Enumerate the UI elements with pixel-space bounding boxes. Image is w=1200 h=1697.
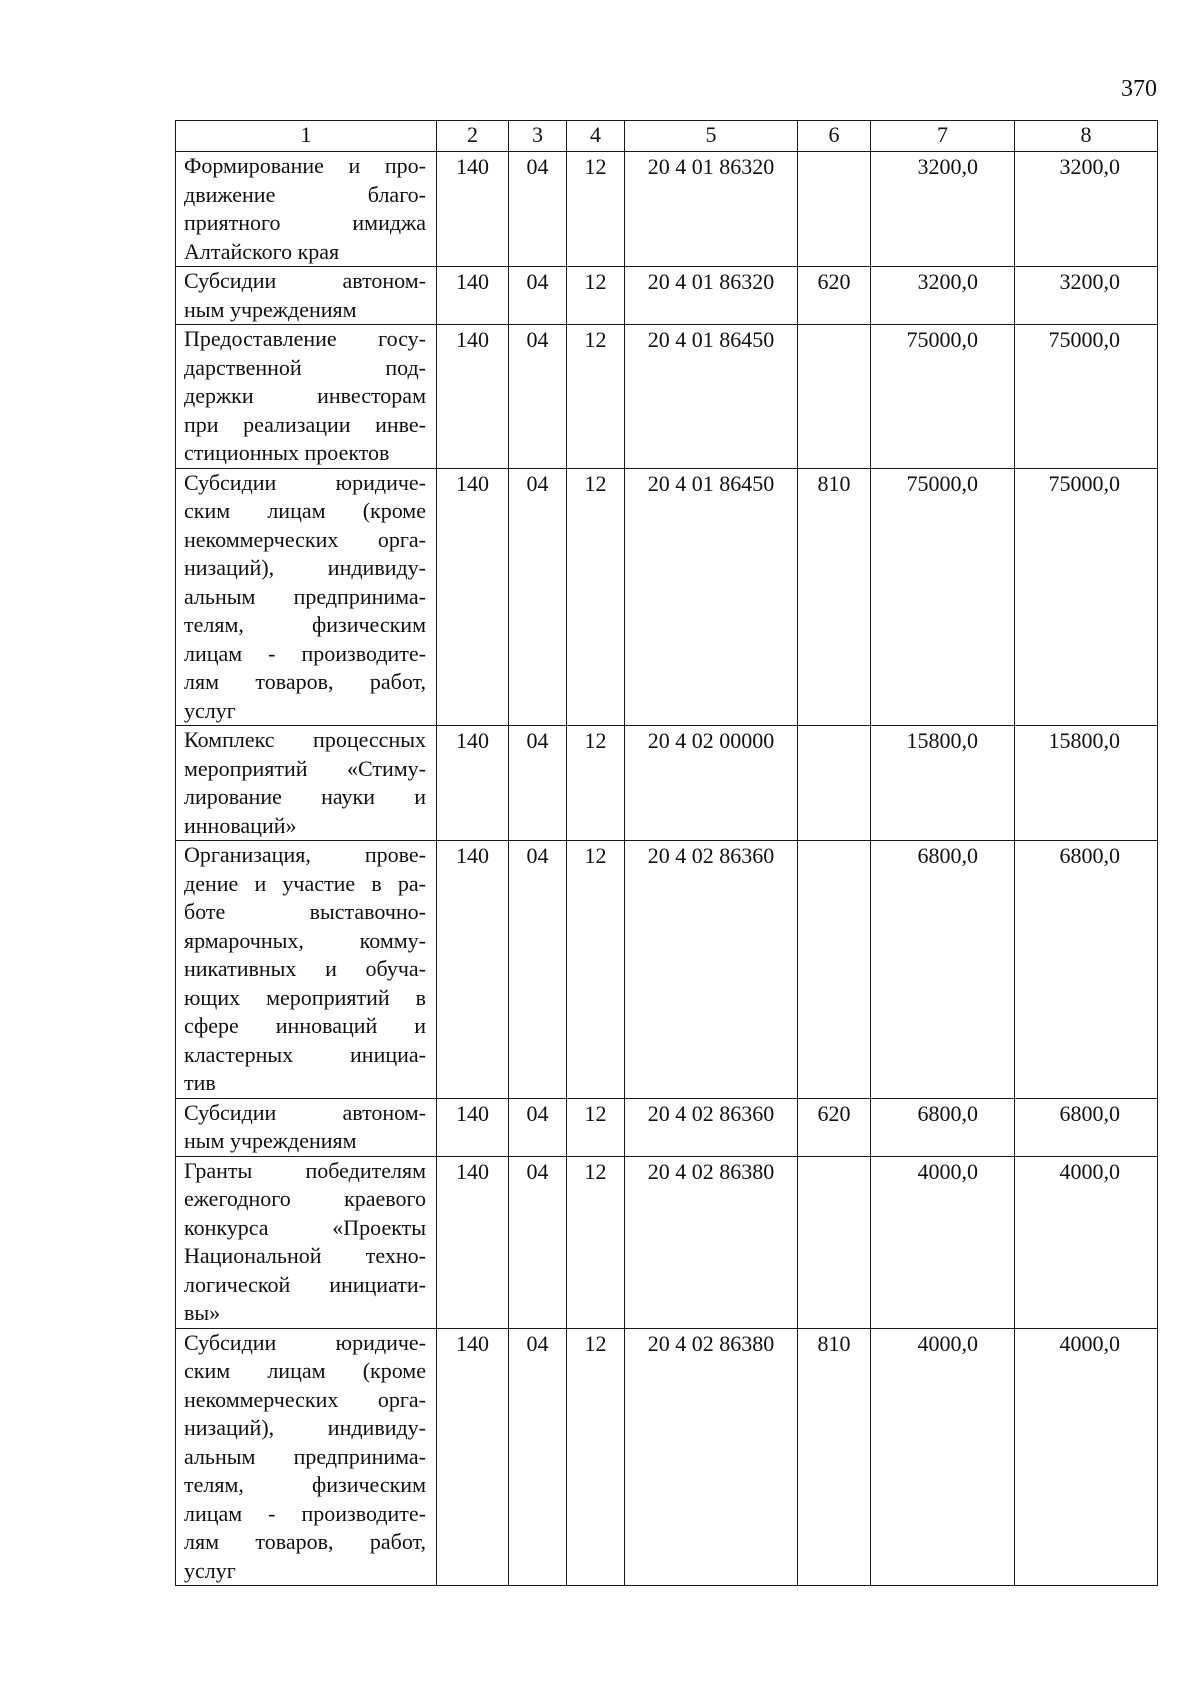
cell-amount-2: 3200,0 — [1015, 152, 1158, 267]
cell-amount-2: 4000,0 — [1015, 1156, 1158, 1328]
cell-amount-1: 15800,0 — [871, 726, 1015, 841]
cell-item-name-line: лицам - производите- — [184, 640, 426, 666]
cell-expense-type: 620 — [798, 267, 871, 325]
cell-item-name-line: Предоставление госу- — [184, 326, 426, 351]
column-header: 7 — [871, 121, 1015, 152]
cell-section-code: 140 — [437, 726, 509, 841]
cell-item-name-line: услуг — [184, 697, 236, 723]
cell-item-name-line: некоммерческих орга- — [184, 1386, 426, 1412]
cell-subsection-code: 04 — [509, 1328, 567, 1586]
cell-section-code: 140 — [437, 841, 509, 1099]
cell-item-name-line: альным предпринима- — [184, 583, 426, 609]
cell-subsection-code-2: 12 — [567, 1156, 625, 1328]
cell-target-code: 20 4 02 86360 — [625, 841, 798, 1099]
cell-section-code: 140 — [437, 1156, 509, 1328]
cell-expense-type: 620 — [798, 1098, 871, 1156]
table-row — [176, 1098, 1158, 1156]
cell-item-name-line: лям товаров, работ, — [184, 669, 426, 694]
cell-item-name — [176, 468, 437, 726]
table-row — [176, 152, 1158, 267]
cell-amount-2: 15800,0 — [1015, 726, 1158, 841]
cell-expense-type — [798, 1156, 871, 1328]
cell-subsection-code-2: 12 — [567, 726, 625, 841]
cell-item-name-line: инноваций» — [184, 812, 297, 838]
cell-section-code: 140 — [437, 1328, 509, 1586]
cell-item-name-line: кластерных инициа- — [184, 1041, 426, 1067]
cell-amount-1: 75000,0 — [871, 468, 1015, 726]
cell-amount-1: 4000,0 — [871, 1328, 1015, 1586]
cell-item-name-line: некоммерческих орга- — [184, 526, 426, 552]
table-row — [176, 841, 1158, 1099]
cell-target-code: 20 4 02 86380 — [625, 1156, 798, 1328]
cell-item-name-line: ским лицам (кроме — [184, 498, 426, 523]
cell-item-name-line: телям, физическим — [184, 1472, 426, 1497]
cell-subsection-code: 04 — [509, 841, 567, 1099]
table-row — [176, 468, 1158, 726]
cell-amount-1: 6800,0 — [871, 841, 1015, 1099]
cell-item-name-line: никативных и обуча- — [184, 956, 426, 981]
cell-item-name-line: телям, физическим — [184, 612, 426, 637]
cell-subsection-code-2: 12 — [567, 152, 625, 267]
column-header: 1 — [176, 121, 437, 152]
cell-amount-2: 75000,0 — [1015, 325, 1158, 469]
cell-subsection-code: 04 — [509, 1098, 567, 1156]
cell-item-name — [176, 267, 437, 325]
cell-subsection-code: 04 — [509, 152, 567, 267]
table-header-row — [176, 121, 1158, 152]
cell-section-code: 140 — [437, 1098, 509, 1156]
column-header: 8 — [1015, 121, 1158, 152]
page-number: 370 — [1121, 76, 1157, 102]
cell-item-name-line: лям товаров, работ, — [184, 1529, 426, 1554]
cell-item-name-line: Субсидии юридиче- — [184, 469, 426, 495]
cell-section-code: 140 — [437, 152, 509, 267]
cell-item-name-line: боте выставочно- — [184, 899, 426, 924]
cell-amount-2: 6800,0 — [1015, 841, 1158, 1099]
table-row — [176, 325, 1158, 469]
cell-item-name-line: Субсидии автоном- — [184, 268, 426, 293]
cell-target-code: 20 4 01 86450 — [625, 325, 798, 469]
column-header: 4 — [567, 121, 625, 152]
cell-item-name-line: конкурса «Проекты — [184, 1214, 426, 1240]
cell-item-name-line: низаций), индивиду- — [184, 555, 426, 580]
budget-table — [175, 120, 1158, 1586]
cell-item-name-line: вы» — [184, 1300, 221, 1325]
cell-item-name — [176, 726, 437, 841]
cell-amount-2: 6800,0 — [1015, 1098, 1158, 1156]
cell-expense-type — [798, 726, 871, 841]
cell-item-name — [176, 1098, 437, 1156]
cell-amount-1: 75000,0 — [871, 325, 1015, 469]
cell-expense-type: 810 — [798, 1328, 871, 1586]
column-header: 3 — [509, 121, 567, 152]
cell-subsection-code: 04 — [509, 325, 567, 469]
cell-item-name-line: Субсидии автоном- — [184, 1099, 426, 1125]
table-row — [176, 726, 1158, 841]
cell-item-name-line: Национальной техно- — [184, 1243, 426, 1268]
cell-item-name-line: мероприятий «Стиму- — [184, 755, 426, 781]
cell-subsection-code-2: 12 — [567, 841, 625, 1099]
cell-subsection-code: 04 — [509, 1156, 567, 1328]
cell-item-name-line: ским лицам (кроме — [184, 1358, 426, 1383]
cell-item-name-line: дарственной под- — [184, 354, 426, 380]
cell-amount-2: 3200,0 — [1015, 267, 1158, 325]
cell-item-name-line: ным учреждениям — [184, 296, 357, 322]
column-header: 5 — [625, 121, 798, 152]
cell-subsection-code: 04 — [509, 468, 567, 726]
cell-subsection-code-2: 12 — [567, 468, 625, 726]
cell-item-name — [176, 1328, 437, 1586]
cell-expense-type — [798, 841, 871, 1099]
cell-item-name — [176, 152, 437, 267]
cell-target-code: 20 4 02 86360 — [625, 1098, 798, 1156]
cell-item-name-line: логической инициати- — [184, 1271, 426, 1297]
cell-target-code: 20 4 01 86320 — [625, 152, 798, 267]
cell-item-name-line: ным учреждениям — [184, 1128, 357, 1153]
cell-expense-type: 810 — [798, 468, 871, 726]
cell-expense-type — [798, 325, 871, 469]
cell-subsection-code: 04 — [509, 726, 567, 841]
cell-subsection-code: 04 — [509, 267, 567, 325]
cell-item-name-line: Субсидии юридиче- — [184, 1329, 426, 1355]
cell-subsection-code-2: 12 — [567, 1328, 625, 1586]
cell-item-name-line: держки инвесторам — [184, 383, 426, 408]
cell-target-code: 20 4 02 00000 — [625, 726, 798, 841]
cell-item-name-line: Формирование и про- — [184, 153, 426, 178]
cell-item-name-line: Организация, прове- — [184, 842, 426, 867]
cell-section-code: 140 — [437, 468, 509, 726]
cell-amount-1: 6800,0 — [871, 1098, 1015, 1156]
cell-section-code: 140 — [437, 267, 509, 325]
cell-item-name-line: сфере инноваций и — [184, 1013, 426, 1038]
cell-item-name — [176, 1156, 437, 1328]
cell-item-name — [176, 325, 437, 469]
column-header: 2 — [437, 121, 509, 152]
cell-item-name-line: ющих мероприятий в — [184, 984, 426, 1010]
table-row — [176, 267, 1158, 325]
cell-subsection-code-2: 12 — [567, 325, 625, 469]
cell-target-code: 20 4 02 86380 — [625, 1328, 798, 1586]
cell-section-code: 140 — [437, 325, 509, 469]
column-header: 6 — [798, 121, 871, 152]
cell-amount-1: 3200,0 — [871, 152, 1015, 267]
cell-item-name — [176, 841, 437, 1099]
cell-amount-2: 75000,0 — [1015, 468, 1158, 726]
cell-item-name-line: услуг — [184, 1557, 236, 1583]
cell-item-name-line: Алтайского края — [184, 238, 340, 264]
cell-item-name-line: альным предпринима- — [184, 1443, 426, 1469]
cell-subsection-code-2: 12 — [567, 1098, 625, 1156]
cell-item-name-line: лицам - производите- — [184, 1500, 426, 1526]
cell-item-name-line: низаций), индивиду- — [184, 1415, 426, 1440]
cell-item-name-line: приятного имиджа — [184, 210, 426, 235]
table-body — [176, 152, 1158, 1586]
cell-amount-1: 3200,0 — [871, 267, 1015, 325]
cell-target-code: 20 4 01 86320 — [625, 267, 798, 325]
cell-amount-1: 4000,0 — [871, 1156, 1015, 1328]
cell-item-name-line: при реализации инве- — [184, 411, 426, 437]
cell-item-name-line: лирование науки и — [184, 784, 426, 809]
cell-amount-2: 4000,0 — [1015, 1328, 1158, 1586]
cell-item-name-line: ярмарочных, комму- — [184, 927, 426, 953]
table-row — [176, 1156, 1158, 1328]
cell-expense-type — [798, 152, 871, 267]
cell-item-name-line: Комплекс процессных — [184, 727, 426, 752]
cell-item-name-line: ежегодного краевого — [184, 1186, 426, 1211]
cell-item-name-line: тив — [184, 1070, 216, 1095]
table-row — [176, 1328, 1158, 1586]
cell-item-name-line: движение благо- — [184, 181, 426, 207]
cell-target-code: 20 4 01 86450 — [625, 468, 798, 726]
cell-item-name-line: дение и участие в ра- — [184, 870, 426, 896]
cell-subsection-code-2: 12 — [567, 267, 625, 325]
cell-item-name-line: Гранты победителям — [184, 1157, 426, 1183]
cell-item-name-line: стиционных проектов — [184, 440, 390, 465]
